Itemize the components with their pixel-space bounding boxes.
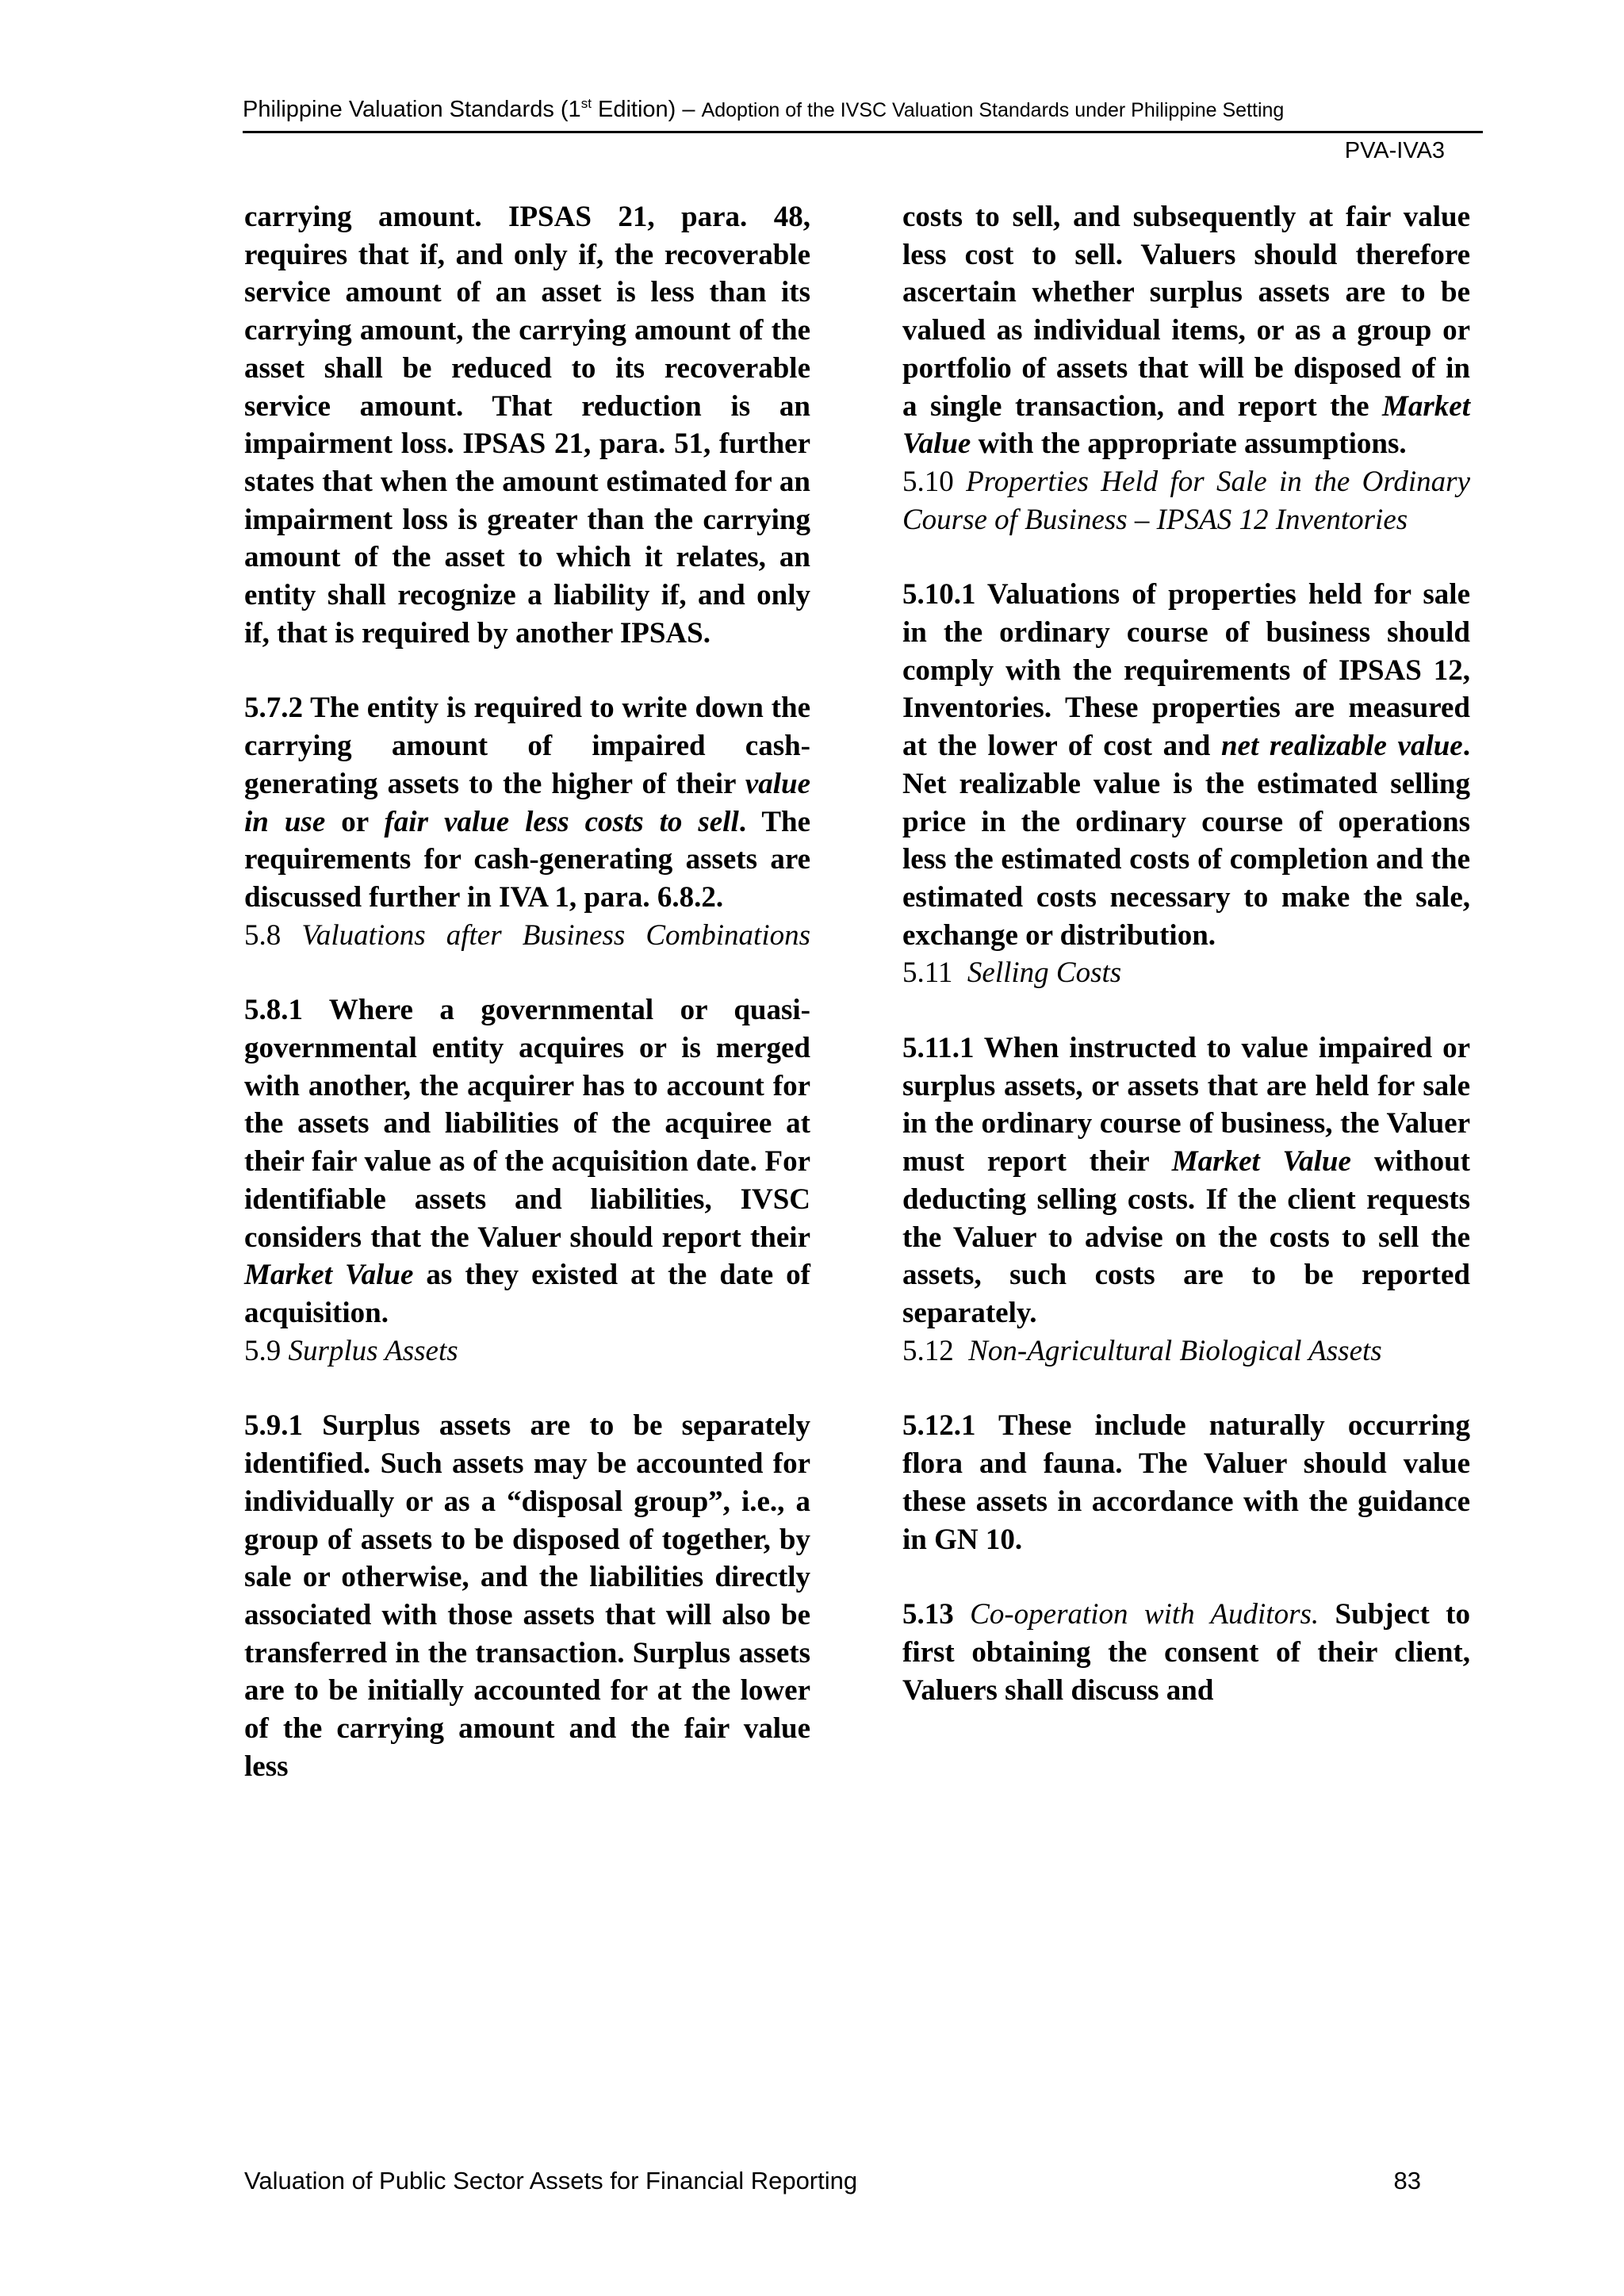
section-heading-5-12 [902, 1332, 1470, 1370]
paragraph-text: without deducting selling costs. If the client requests the Valuer to advise on the costs to sell the assets, such costs are to be reported separately. [902, 1145, 1470, 1329]
header-title-rest: Adoption of the IVSC Valuation Standards under Philippine Setting [701, 99, 1285, 121]
header-title [243, 94, 1483, 126]
section-heading-5-11 [902, 954, 1470, 992]
paragraph-5-9-1-cont [902, 198, 1470, 463]
paragraph-text: 5.8.1 Where a governmental or quasi-governmental entity acquires or is merged with another, the acquirer has to account for the assets and liabilities of the acquiree at their fair value as of the acquisition date. For identifiable assets and liabilities, IVSC considers that the Valuer should report their [244, 994, 810, 1254]
paragraph-text: 5.12.1 These include naturally occurring flora and fauna. The Valuer should value these assets in accordance with the guidance in GN 10. [902, 1409, 1470, 1556]
paragraph-text: 5.10.1 Valuations of properties held for sale in the ordinary course of business should comply with the requirements of IPSAS 12, Inventories. These properties are measured at the lower of cost and [902, 578, 1470, 763]
header-title-edition: Edition) – [591, 97, 702, 122]
left-column [244, 198, 810, 1785]
section-title: Selling Costs [967, 956, 1122, 990]
paragraph-text: costs to sell, and subsequently at fair value less cost to sell. Valuers should therefore ascertain whether surplus assets are to be valued as individual items, or as a group or portfolio of assets that will be disposed of in a single transaction, and report the [902, 201, 1470, 423]
paragraph-5-11-1 [902, 1029, 1470, 1332]
section-number: 5.8 [244, 918, 282, 952]
section-heading-5-8 [244, 917, 810, 955]
paragraph-5-13 [902, 1596, 1470, 1709]
paragraph-text: 5.11.1 When instructed to value impaired or surplus assets, or assets that are held for sale in the ordinary course of business, the Valuer must report their [902, 1032, 1470, 1179]
section-title: Co-operation with Auditors. [970, 1598, 1320, 1631]
section-title: Non-Agricultural Biological Assets [968, 1334, 1382, 1367]
header-divider [243, 131, 1483, 133]
paragraph-text: . Net realizable value is the estimated selling price in the ordinary course of operations less the estimated costs of completion and the estimated costs necessary to make the sale, exchange or distribution. [902, 730, 1470, 952]
paragraph-5-7-1-cont [244, 198, 810, 652]
section-number: 5.9 [244, 1334, 282, 1367]
section-title: Valuations after Business Combinations [301, 918, 810, 952]
italic-term: Market Value [244, 1259, 414, 1292]
paragraph-5-8-1 [244, 991, 810, 1332]
section-heading-5-9 [244, 1332, 810, 1370]
paragraph-text: as they existed at the date of acquisition. [244, 1259, 810, 1329]
paragraph-5-10-1 [902, 576, 1470, 954]
italic-term: Market Value [1171, 1145, 1351, 1179]
paragraph-text: 5.7.2 The entity is required to write down the carrying amount of impaired cash-generating assets to the higher of their [244, 692, 810, 800]
header-title-main: Philippine Valuation Standards (1 [243, 97, 581, 122]
section-title: Properties Held for Sale in the Ordinary Course of Business – IPSAS 12 Inventories [902, 465, 1470, 536]
paragraph-text: or [325, 805, 385, 838]
paragraph-5-7-2 [244, 689, 810, 916]
right-column [902, 198, 1470, 1709]
page-number: 83 [1393, 2167, 1421, 2194]
italic-term: net realizable value [1220, 730, 1463, 763]
paragraph-5-12-1 [902, 1407, 1470, 1558]
paragraph-text: . The requirements for cash-generating assets are discussed further in IVA 1, para. 6.8.2. [244, 805, 810, 914]
italic-term: value in use [244, 767, 810, 838]
section-heading-5-10 [902, 463, 1470, 539]
section-number: 5.12 [902, 1334, 954, 1367]
header-title-sup: st [580, 96, 592, 111]
paragraph-text: with the appropriate assumptions. [971, 427, 1407, 461]
section-number: 5.10 [902, 465, 954, 498]
paragraph-text: Subject to first obtaining the consent of their client, Valuers shall discuss and [902, 1598, 1470, 1707]
section-number: 5.13 [902, 1598, 954, 1631]
section-title: Surplus Assets [288, 1334, 458, 1367]
footer-title: Valuation of Public Sector Assets for Financial Reporting [244, 2167, 858, 2194]
document-code: PVA-IVA3 [1344, 138, 1445, 163]
italic-term: Market Value [902, 389, 1470, 461]
paragraph-text: carrying amount. IPSAS 21, para. 48, requires that if, and only if, the recoverable service amount of an asset is less than its carrying amount, the carrying amount of the asset shall be reduced to its recoverable service amount. That reduction is an impairment loss. IPSAS 21, para. 51, further states that when the amount estimated for an impairment loss is greater than the carrying amount of the asset to which it relates, an entity shall recognize a liability if, and only if, that is required by another IPSAS. [244, 201, 810, 650]
section-number: 5.11 [902, 956, 953, 990]
paragraph-5-9-1 [244, 1407, 810, 1785]
italic-term: fair value less costs to sell [384, 805, 739, 838]
page-header [243, 94, 1483, 164]
paragraph-text: 5.9.1 Surplus assets are to be separately identified. Such assets may be accounted for individually or as a “disposal group”, i.e., a group of assets to be disposed of together, by sale or otherwise, and the liabilities directly associated with those assets that will also be transferred in the transaction. Surplus assets are to be initially accounted for at the lower of the carrying amount and the fair value less [244, 1409, 810, 1783]
